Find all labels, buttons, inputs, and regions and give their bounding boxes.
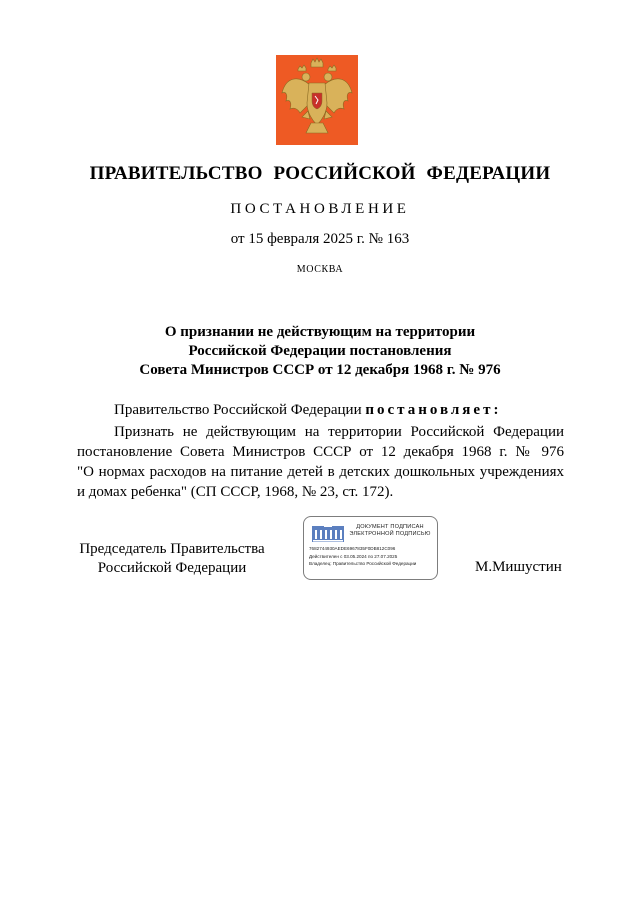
stamp-title — [344, 524, 436, 538]
signer-name: М.Мишустин — [475, 559, 562, 575]
electronic-signature-stamp — [303, 516, 438, 580]
document-type: ПОСТАНОВЛЕНИЕ — [230, 201, 410, 217]
subject-line: О признании не действующим на территории — [164, 324, 476, 340]
signer-position-line: Российской Федерации — [97, 560, 247, 576]
stamp-title-line: ДОКУМЕНТ ПОДПИСАН — [356, 524, 424, 530]
coat-of-arms — [276, 55, 358, 145]
paragraph-line: постановление Совета Министров СССР от 12 декабря 1968 г. № 976 — [77, 444, 564, 460]
preamble-text: Правительство Российской Федерации — [114, 402, 366, 418]
certificate-owner: Владелец: Правительство Российской Федерации — [309, 561, 417, 566]
paragraph-line: и домах ребенка" (СП СССР, 1968, № 23, ст. 172). — [77, 484, 394, 500]
resolves-keyword: постановляет: — [365, 402, 502, 418]
government-building-icon — [310, 522, 346, 544]
government-title: ПРАВИТЕЛЬСТВО РОССИЙСКОЙ ФЕДЕРАЦИИ — [89, 163, 551, 184]
russian-coat-of-arms-icon — [276, 55, 358, 145]
signer-position-line: Председатель Правительства — [79, 541, 265, 557]
signer-position — [77, 540, 267, 578]
subject-line: Российской Федерации постановления — [188, 343, 452, 359]
certificate-validity: Действителен с 03.05.2024 по 27.07.2025 — [309, 554, 398, 559]
document-date-number: от 15 февраля 2025 г. № 163 — [230, 231, 410, 247]
stamp-title-line: ЭЛЕКТРОННОЙ ПОДПИСЬЮ — [349, 531, 431, 537]
document-subject — [0, 323, 640, 380]
subject-line: Совета Министров СССР от 12 декабря 1968 г. № 976 — [139, 362, 501, 378]
resolution-paragraph — [77, 422, 564, 502]
document-city: МОСКВА — [296, 264, 344, 275]
paragraph-line: "О нормах расходов на питание детей в детских дошкольных учреждениях — [77, 464, 564, 480]
certificate-serial: 7682744930AEDE6967835F0DB812C096 — [309, 546, 396, 551]
paragraph-line: Признать не действующим на территории Российской Федерации — [114, 424, 564, 440]
preamble-paragraph — [114, 402, 501, 419]
